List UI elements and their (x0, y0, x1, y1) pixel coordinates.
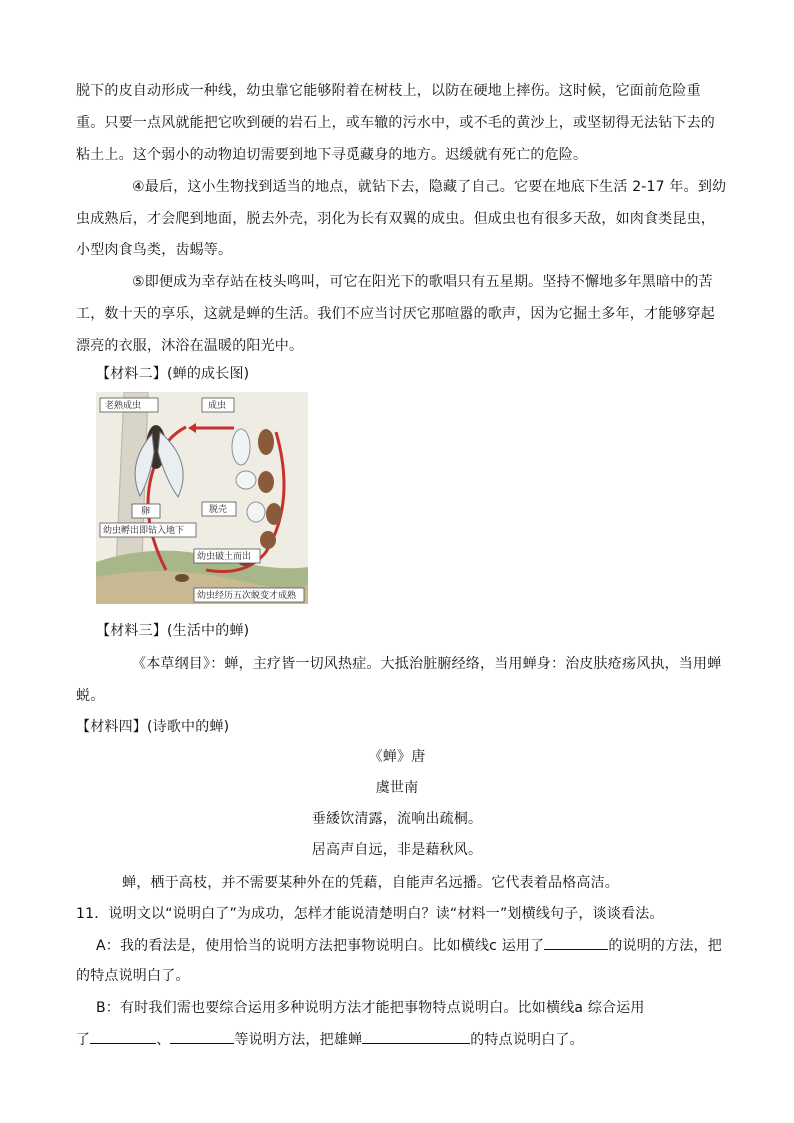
poem-line: 垂緌饮清露，流响出疏桐。 (311, 811, 483, 827)
paragraph-line: 小型肉食鸟类，齿蜴等。 (76, 242, 233, 258)
material4-heading: 【材料四】(诗歌中的蝉) (76, 719, 230, 735)
answer-a-text: 的说明的方法，把 (608, 938, 722, 954)
answer-blank[interactable] (90, 1029, 156, 1044)
poem-title: 《蝉》唐 (368, 749, 426, 765)
answer-a-line: 的特点说明白了。 (76, 968, 190, 984)
paragraph-line: 漂亮的衣服，沐浴在温暖的阳光中。 (76, 338, 304, 354)
label-molt: 脱壳 (209, 505, 228, 515)
answer-a-text: A：我的看法是，使用恰当的说明方法把事物说明白。比如横线c 运用了 (96, 938, 545, 954)
label-adult: 成虫 (208, 401, 227, 411)
answer-a-line (96, 935, 722, 956)
answer-b-line: B：有时我们需也要综合运用多种说明方法才能把事物特点说明白。比如横线a 综合运用 (96, 1000, 645, 1016)
answer-blank[interactable] (544, 935, 608, 950)
material2-heading: 【材料二】(蝉的成长图) (96, 366, 250, 382)
material3-heading: 【材料三】(生活中的蝉) (96, 623, 250, 639)
material3-text: 《本草纲目》：蝉，主疗皆一切风热症。大抵治脏腑经络，当用蝉身：治皮肤疮疡风执，当用蝉 (132, 656, 722, 672)
paragraph-line: 粘土上。这个弱小的动物迫切需要到地下寻觅藏身的地方。迟缓就有死亡的危险。 (76, 147, 588, 163)
answer-blank[interactable] (362, 1029, 470, 1044)
answer-b-text: 的特点说明白了。 (470, 1032, 584, 1048)
poem-line: 居高声自远，非是藉秋风。 (311, 842, 483, 858)
paragraph-line: ⑤即便成为幸存站在枝头鸣叫，可它在阳光下的歌唱只有五星期。坚持不懈地多年黑暗中的苦 (132, 274, 713, 290)
answer-b-text: 等说明方法，把雄蝉 (234, 1032, 363, 1048)
question-11: 11．说明文以“说明白了”为成功，怎样才能说清楚明白？读“材料一”划横线句子，谈谈看法。 (76, 906, 664, 922)
label-hatch-burrow: 幼虫孵出即钻入地下 (103, 526, 185, 536)
poem-comment: 蝉，栖于高枝，并不需要某种外在的凭藉，自能声名远播。它代表着品格高洁。 (122, 875, 619, 891)
poem-author: 虞世南 (375, 780, 419, 796)
material3-text: 蜕。 (76, 688, 105, 704)
label-mature-note: 幼虫经历五次蜕变才成熟 (197, 591, 297, 601)
label-emerge: 幼虫破土而出 (197, 552, 252, 562)
paragraph-line: ④最后，这小生物找到适当的地点，就钻下去，隐藏了自己。它要在地底下生活 2-17 年。到幼 (132, 179, 727, 195)
paragraph-line: 虫成熟后，才会爬到地面，脱去外壳，羽化为长有双翼的成虫。但成虫也有很多天敌，如肉食类昆虫， (76, 211, 715, 227)
paragraph-line: 脱下的皮自动形成一种线，幼虫靠它能够附着在树枝上，以防在硬地上摔伤。这时候，它面前危险重 (76, 83, 701, 99)
label-egg: 卵 (141, 507, 151, 517)
answer-b-line (76, 1029, 584, 1050)
cicada-life-cycle-figure (96, 392, 308, 604)
answer-blank[interactable] (170, 1029, 234, 1044)
paragraph-line: 重。只要一点风就能把它吹到硬的岩石上，或车辙的污水中，或不毛的黄沙上，或坚韧得无法钻下去的 (76, 115, 715, 131)
cicada-life-cycle-diagram (96, 392, 308, 604)
answer-b-text: 了 (76, 1032, 91, 1048)
label-mature-adult: 老熟成虫 (105, 401, 142, 411)
answer-b-text: 、 (156, 1032, 171, 1048)
paragraph-line: 工，数十天的享乐，这就是蝉的生活。我们不应当讨厌它那喧嚣的歌声，因为它掘土多年，才能够穿起 (76, 306, 715, 322)
